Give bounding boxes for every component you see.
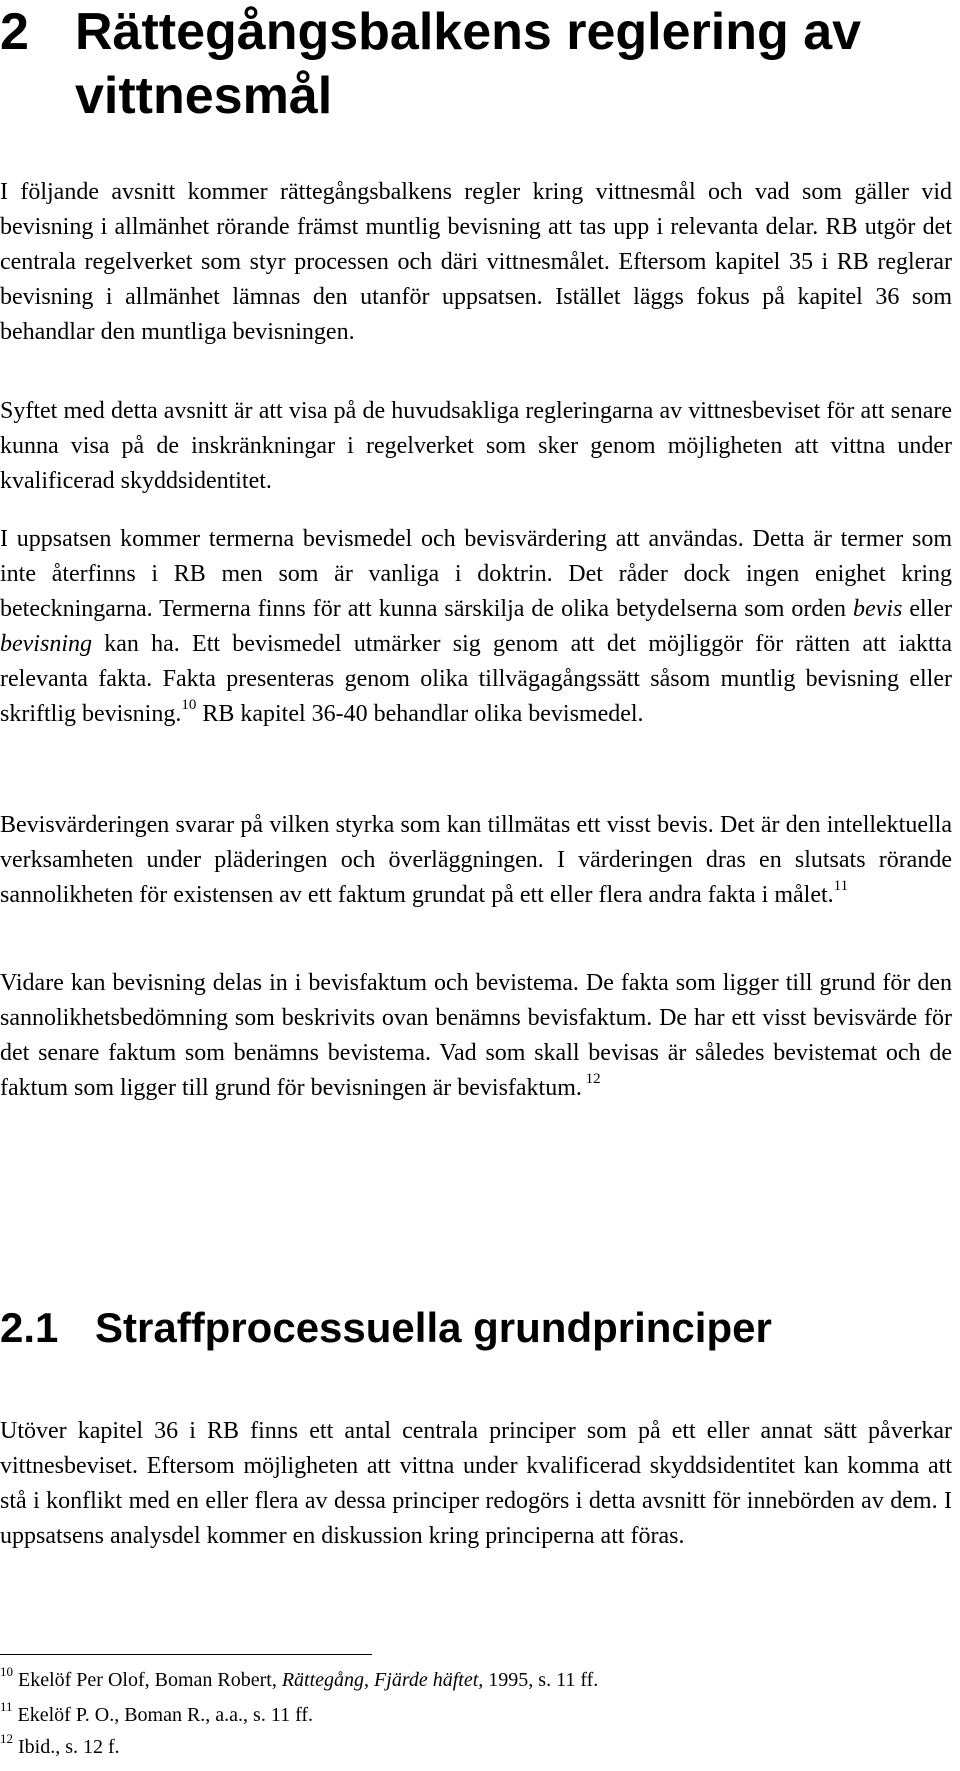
chapter-title: Rättegångsbalkens reglering av vittnesmål [75,3,862,125]
footnote-mark: 10 [0,1664,13,1680]
footnote-10: $^{10}$ Ekelöf Per Olof, Boman Robert, Rättegång, Fjärde häftet, 1995, s. 11 ff. [0,1664,599,1691]
chapter-number: 2 [0,3,29,61]
footnote-separator [0,1654,372,1655]
paragraph-principles: Utöver kapitel 36 i RB finns ett antal centrala principer som på ett eller annat sätt påverkar vittnesbeviset. Eftersom möjligheten att vittna under kvalificerad skyddsidentitet kan komma att stå i konflikt med en eller flera av dessa principer redogörs i detta avsnitt för innebörden av dem. I uppsatsens analysdel kommer en diskussion kring principerna att föras. [0,1418,952,1549]
term-bevisning: bevisning [0,631,92,657]
paragraph-terms: I uppsatsen kommer termerna bevismedel och bevisvärdering att användas. Detta är termer som inte återfinns i RB men som är vanliga i doktrin. Det råder dock ingen enighet kring beteckningarna. Termerna finns för att kunna särskilja de olika betydelserna som orden bevis eller bevisning kan ha. Ett bevismedel utmärker sig genom att det möjliggör för rätten att iaktta relevanta fakta. Fakta presenteras genom olika tillvägagångssätt såsom muntlig bevisning eller skriftlig bevisning.$^{10}$ RB kapitel 36-40 behandlar olika bevismedel. [0,526,952,727]
paragraph-intro: I följande avsnitt kommer rättegångsbalkens regler kring vittnesmål och vad som gäller vid bevisning i allmänhet rörande främst muntlig bevisning att tas upp i relevanta delar. RB utgör det centrala regelverket som styr processen och däri vittnesmålet. Eftersom kapitel 35 i RB reglerar bevisning i allmänhet lämnas den utanför uppsatsen. Istället läggs fokus på kapitel 36 som behandlar den muntliga bevisningen. [0,179,952,345]
paragraph-bevisfaktum: Vidare kan bevisning delas in i bevisfaktum och bevistema. De fakta som ligger till grund för den sannolikhetsbedömning som beskrivits ovan benämns bevisfaktum. De har ett visst bevisvärde för det senare faktum som benämns bevistema. Vad som skall bevisas är således bevistemat och de faktum som ligger till grund för bevisningen är bevisfaktum. $^{12}$ [0,970,952,1101]
section-title: Straffprocessuella grundprinciper [95,1304,772,1351]
section-number: 2.1 [0,1304,59,1351]
paragraph-bevisvardering: Bevisvärderingen svarar på vilken styrka som kan tillmätas ett visst bevis. Det är den intellektuella verksamheten under pläderingen och överläggningen. I värderingen dras en slutsats rörande sannolikheten för existensen av ett faktum grundat på ett eller flera andra fakta i målet.$^{11}$ [0,812,952,908]
footnote-ref-10[interactable]: 10 [181,697,197,713]
footnote-ref-11[interactable]: 11 [833,878,849,894]
footnote-12: $^{12}$ Ibid., s. 12 f. [0,1731,120,1758]
footnote-italic-title: Rättegång, Fjärde häftet, [281,1669,484,1691]
footnote-mark: 11 [0,1699,13,1715]
section-heading [0,1302,950,1354]
paragraph-purpose: Syftet med detta avsnitt är att visa på de huvudsakliga regleringarna av vittnesbeviset för att senare kunna visa på de inskränkningar i regelverket som sker genom möjligheten att vittna under kvalificerad skyddsidentitet. [0,398,952,494]
footnote-11: $^{11}$ Ekelöf P. O., Boman R., a.a., s. 11 ff. [0,1699,314,1726]
footnote-ref-12[interactable]: 12 [581,1071,601,1087]
chapter-heading [0,0,950,128]
term-bevis: bevis [853,596,903,622]
footnote-mark: 12 [0,1731,13,1747]
